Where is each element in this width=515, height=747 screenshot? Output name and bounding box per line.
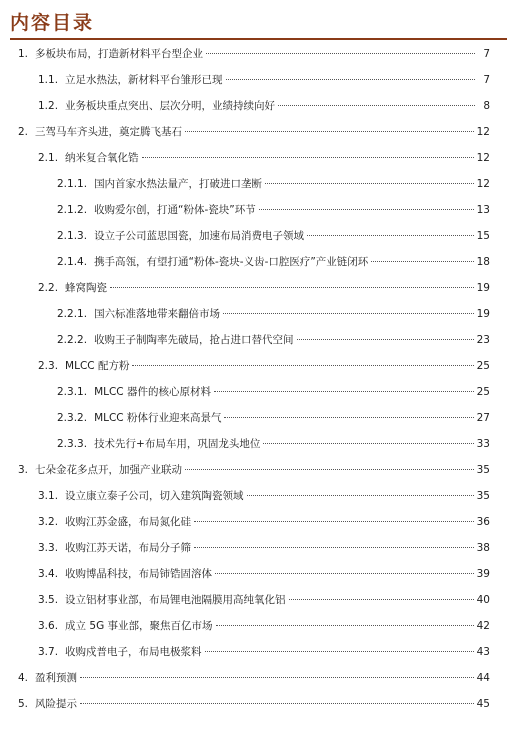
dot-leader [80,703,474,704]
page-number: 36 [476,516,490,528]
toc-entry-level-2[interactable] [38,512,490,533]
toc-row[interactable] [0,122,515,143]
toc-entry-level-3[interactable] [57,330,490,351]
dot-leader [194,547,474,548]
section-number: 2.2.1. [57,308,88,320]
toc-row[interactable] [0,304,515,325]
toc-row[interactable] [0,174,515,195]
toc-entry-level-2[interactable] [38,564,490,585]
toc-entry-level-3[interactable] [57,382,490,403]
dot-leader [247,495,474,496]
page-number: 42 [476,620,490,632]
toc-entry-level-2[interactable] [38,278,490,299]
toc-entry-level-2[interactable] [38,642,490,663]
section-title: 收购王子制陶率先破局，抢占进口替代空间 [94,334,294,346]
section-number: 2.1.3. [57,230,88,242]
toc-row[interactable] [0,434,515,455]
toc-row[interactable] [0,642,515,663]
toc-entry-level-3[interactable] [57,200,490,221]
toc-row[interactable] [0,330,515,351]
toc-row[interactable] [0,252,515,273]
section-number: 2.3.3. [57,438,88,450]
section-number: 2.2. [38,282,59,294]
section-number: 2. [18,126,29,138]
dot-leader [194,521,474,522]
dot-leader [80,677,474,678]
toc-entry-level-2[interactable] [38,96,490,117]
section-title: 多板块布局，打造新材料平台型企业 [35,48,204,60]
dot-leader [185,469,474,470]
toc-row[interactable] [0,616,515,637]
page-number: 25 [476,386,490,398]
toc-row[interactable] [0,278,515,299]
toc-row[interactable] [0,148,515,169]
toc-entry-level-2[interactable] [38,590,490,611]
toc-row[interactable] [0,694,515,715]
dot-leader [307,235,474,236]
section-number: 5. [18,698,29,710]
page-number: 12 [476,178,490,190]
toc-row[interactable] [0,200,515,221]
toc-entry-level-3[interactable] [57,304,490,325]
dot-leader [206,53,475,54]
page-number: 43 [476,646,490,658]
dot-leader [110,287,474,288]
dot-leader [226,79,475,80]
section-number: 2.2.2. [57,334,88,346]
page-number: 8 [483,100,490,112]
toc-row[interactable] [0,408,515,429]
section-number: 2.3.1. [57,386,88,398]
dot-leader [289,599,474,600]
toc-row[interactable] [0,460,515,481]
section-title: 收购江苏金盛，布局氮化硅 [65,516,192,528]
toc-entry-level-1[interactable] [18,122,490,143]
dot-leader [132,365,473,366]
section-title: 纳米复合氧化锆 [65,152,139,164]
section-title: 蜂窝陶瓷 [65,282,108,294]
toc-row[interactable] [0,512,515,533]
toc-entry-level-3[interactable] [57,252,490,273]
toc-header [0,0,515,40]
section-title: 收购博晶科技，布局铈锆固溶体 [65,568,213,580]
section-title: 技术先行+布局车用，巩固龙头地位 [94,438,261,450]
section-number: 1.1. [38,74,59,86]
page-number: 12 [476,152,490,164]
section-number: 3.3. [38,542,59,554]
toc-row[interactable] [0,668,515,689]
page-number: 7 [483,74,490,86]
section-title: 设立子公司蓝思国瓷，加速布局消费电子领域 [94,230,305,242]
toc-entry-level-3[interactable] [57,408,490,429]
page-number: 23 [476,334,490,346]
dot-leader [142,157,474,158]
toc-row[interactable] [0,44,515,65]
toc-entry-level-2[interactable] [38,356,490,377]
dot-leader [259,209,474,210]
section-number: 3.1. [38,490,59,502]
dot-leader [205,651,474,652]
section-title: 携手高瓴，有望打通“粉体-瓷块-义齿-口腔医疗”产业链闭环 [94,256,369,268]
section-title: 业务板块重点突出、层次分明，业绩持续向好 [65,100,276,112]
page-number: 15 [476,230,490,242]
page-number: 25 [476,360,490,372]
page-number: 38 [476,542,490,554]
dot-leader [215,573,474,574]
page-number: 39 [476,568,490,580]
section-title: 风险提示 [35,698,78,710]
page-number: 12 [476,126,490,138]
section-number: 3.5. [38,594,59,606]
toc-entry-level-2[interactable] [38,616,490,637]
toc-row[interactable] [0,564,515,585]
section-title: 成立 5G 事业部，聚焦百亿市场 [65,620,213,632]
section-title: 国六标准落地带来翻倍市场 [94,308,221,320]
section-number: 3.7. [38,646,59,658]
dot-leader [214,391,474,392]
toc-entry-level-3[interactable] [57,434,490,455]
section-number: 2.1. [38,152,59,164]
toc-row[interactable] [0,70,515,91]
toc-entry-level-1[interactable] [18,694,490,715]
page-number: 13 [476,204,490,216]
section-title: MLCC 粉体行业迎来高景气 [94,412,222,424]
page-title: 内容目录 [10,12,95,34]
section-title: 设立康立泰子公司，切入建筑陶瓷领域 [65,490,244,502]
page-number: 33 [476,438,490,450]
dot-leader [224,417,473,418]
page-number: 44 [476,672,490,684]
page-number: 19 [476,308,490,320]
toc-entry-level-3[interactable] [57,226,490,247]
section-title: MLCC 配方粉 [65,360,130,372]
toc-row[interactable] [0,356,515,377]
section-number: 2.1.2. [57,204,88,216]
section-number: 3. [18,464,29,476]
page-number: 35 [476,464,490,476]
section-number: 2.1.1. [57,178,88,190]
page-number: 35 [476,490,490,502]
page-number: 27 [476,412,490,424]
dot-leader [263,443,473,444]
dot-leader [265,183,474,184]
section-number: 1. [18,48,29,60]
section-number: 3.4. [38,568,59,580]
toc-entry-level-1[interactable] [18,668,490,689]
toc-row[interactable] [0,382,515,403]
toc-entry-level-3[interactable] [57,174,490,195]
section-title: 收购爱尔创，打通“粉体-瓷块”环节 [94,204,256,216]
section-number: 3.6. [38,620,59,632]
section-title: 盈利预测 [35,672,78,684]
toc-row[interactable] [0,226,515,247]
toc-row[interactable] [0,96,515,117]
section-number: 2.3. [38,360,59,372]
section-title: 收购戍普电子，布局电极浆料 [65,646,202,658]
toc-row[interactable] [0,486,515,507]
toc-entry-level-1[interactable] [18,44,490,65]
section-title: 立足水热法，新材料平台雏形已现 [65,74,223,86]
toc-entry-level-2[interactable] [38,538,490,559]
dot-leader [223,313,474,314]
section-title: 国内首家水热法量产，打破进口垄断 [94,178,263,190]
section-title: 七朵金花多点开，加强产业联动 [35,464,183,476]
dot-leader [185,131,474,132]
section-number: 4. [18,672,29,684]
section-number: 1.2. [38,100,59,112]
section-title: MLCC 器件的核心原材料 [94,386,211,398]
toc-row[interactable] [0,538,515,559]
page-number: 7 [483,48,490,60]
dot-leader [297,339,474,340]
page-number: 40 [476,594,490,606]
section-number: 3.2. [38,516,59,528]
page-number: 45 [476,698,490,710]
section-number: 2.1.4. [57,256,88,268]
section-title: 三驾马车齐头进，奠定腾飞基石 [35,126,183,138]
section-title: 设立铝材事业部，布局锂电池隔膜用高纯氧化铝 [65,594,286,606]
section-number: 2.3.2. [57,412,88,424]
title-underline [10,38,507,40]
toc-entry-level-1[interactable] [18,460,490,481]
page-number: 18 [476,256,490,268]
toc-entry-level-2[interactable] [38,70,490,91]
dot-leader [216,625,474,626]
dot-leader [278,105,475,106]
dot-leader [371,261,473,262]
toc-row[interactable] [0,590,515,611]
toc-entry-level-2[interactable] [38,486,490,507]
toc-entry-level-2[interactable] [38,148,490,169]
section-title: 收购江苏天诺，布局分子筛 [65,542,192,554]
page-number: 19 [476,282,490,294]
